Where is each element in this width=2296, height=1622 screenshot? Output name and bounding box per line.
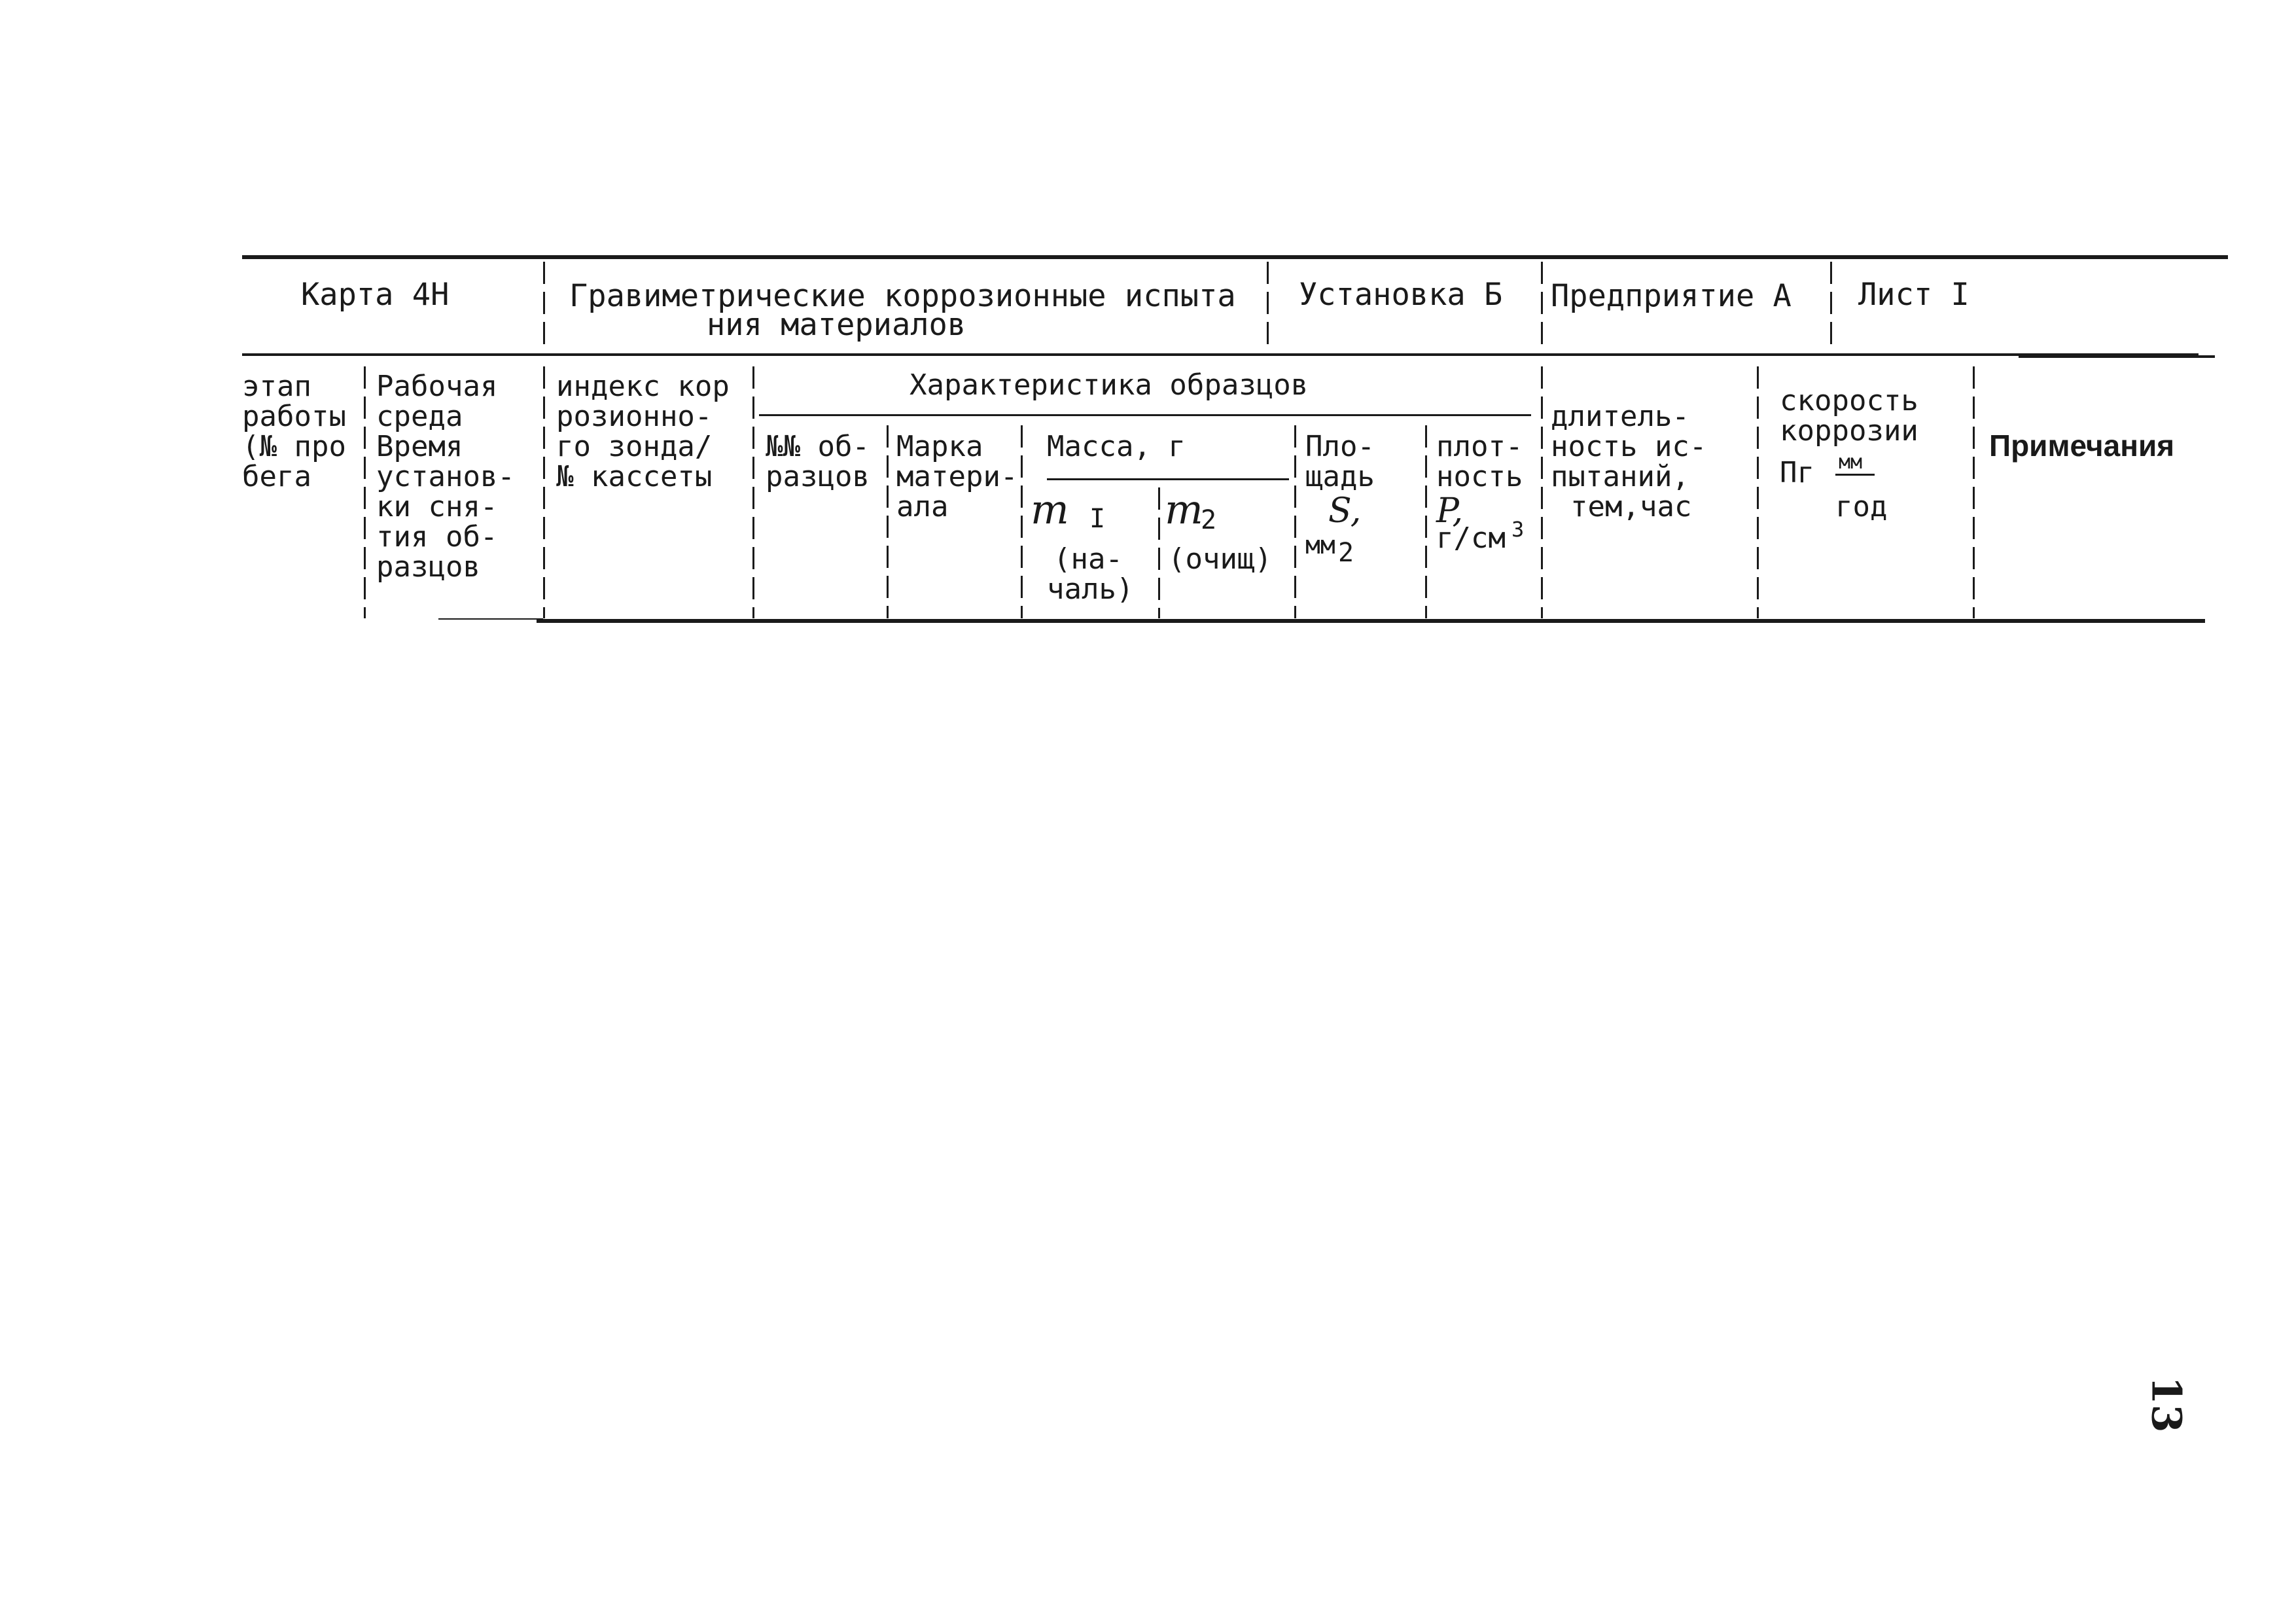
card-title-line2: ния материалов	[707, 307, 966, 343]
density-unit-exponent: 3	[1511, 517, 1525, 542]
sheet-label: Лист I	[1858, 277, 1969, 313]
material-line: матери-	[896, 460, 1018, 493]
density-line: ность	[1436, 460, 1523, 493]
area-symbol: S,	[1328, 491, 1362, 531]
bottom-rule-left	[438, 618, 543, 620]
column-divider	[752, 366, 754, 618]
material-line: ала	[896, 490, 949, 523]
column-divider	[1425, 425, 1427, 618]
rate-denominator: год	[1835, 490, 1888, 523]
duration-line: пытаний,	[1551, 460, 1689, 493]
notes-heading: Примечания	[1989, 429, 2175, 463]
header-divider	[1541, 262, 1543, 350]
probe-line: № кассеты	[556, 460, 713, 493]
density-line: плот-	[1436, 430, 1523, 463]
column-divider	[1973, 366, 1975, 618]
column-divider	[543, 366, 545, 618]
column-divider	[1158, 487, 1160, 618]
rate-line: скорость	[1780, 384, 1918, 417]
column-divider	[1294, 425, 1296, 618]
installation-label: Установка Б	[1299, 277, 1503, 313]
density-unit: г/см	[1436, 521, 1506, 555]
medium-line: среда	[376, 400, 463, 433]
characteristics-heading: Характеристика образцов	[910, 368, 1309, 402]
mass-heading: Масса, г	[1047, 430, 1186, 463]
column-divider	[887, 425, 889, 618]
probe-line: индекс кор	[556, 370, 730, 403]
medium-line: Время	[376, 430, 463, 463]
rate-line: коррозии	[1780, 414, 1918, 448]
card-title-line1: Гравиметрические коррозионные испыта	[569, 278, 1236, 314]
mass-underline	[1047, 478, 1289, 480]
header-separator-rule-right	[2019, 355, 2215, 358]
characteristics-underline	[759, 414, 1531, 416]
m1-symbol: m	[1031, 485, 1069, 533]
rate-fraction-bar	[1835, 474, 1875, 476]
duration-line: тем,час	[1570, 490, 1692, 523]
sample-no-line: разцов	[766, 460, 870, 493]
top-rule	[242, 255, 2228, 259]
header-separator-rule	[242, 353, 2199, 356]
column-divider	[364, 366, 366, 618]
column-divider	[1021, 425, 1023, 618]
rate-symbol: Пг	[1780, 456, 1814, 489]
medium-line: ки сня-	[376, 490, 498, 523]
column-divider	[1541, 366, 1543, 618]
area-unit: мм	[1305, 531, 1335, 559]
probe-line: го зонда/	[556, 430, 713, 463]
rate-numerator: мм	[1839, 451, 1863, 474]
probe-line: розионно-	[556, 400, 713, 433]
m2-symbol: m	[1165, 485, 1203, 533]
m1-note-line: (на-	[1053, 542, 1123, 576]
duration-line: длитель-	[1551, 400, 1689, 433]
bottom-rule	[537, 619, 2205, 623]
medium-line: тия об-	[376, 520, 498, 554]
stage-line: (№ про	[242, 430, 346, 463]
area-line: щадь	[1305, 460, 1375, 493]
material-line: Марка	[896, 430, 983, 463]
card-number: Карта 4Н	[301, 277, 450, 313]
medium-line: установ-	[376, 460, 515, 493]
header-divider	[1267, 262, 1269, 350]
stage-line: бега	[242, 460, 311, 493]
m1-note-line: чаль)	[1047, 573, 1134, 606]
duration-line: ность ис-	[1551, 430, 1707, 463]
medium-line: Рабочая	[376, 370, 498, 403]
area-line: Пло-	[1305, 430, 1375, 463]
header-divider	[543, 262, 545, 350]
column-divider	[1757, 366, 1759, 618]
m2-note: (очищ)	[1168, 542, 1272, 576]
sample-no-line: №№ об-	[766, 430, 870, 463]
stage-line: работы	[242, 400, 346, 433]
m2-index: 2	[1201, 505, 1217, 535]
area-unit-exponent: 2	[1338, 538, 1354, 568]
stage-line: этап	[242, 370, 311, 403]
header-divider	[1830, 262, 1832, 350]
density-symbol: P,	[1436, 491, 1463, 531]
m1-index: I	[1089, 504, 1106, 534]
medium-line: разцов	[376, 550, 480, 584]
page-number: 13	[2142, 1376, 2191, 1433]
enterprise-label: Предприятие А	[1551, 278, 1792, 314]
